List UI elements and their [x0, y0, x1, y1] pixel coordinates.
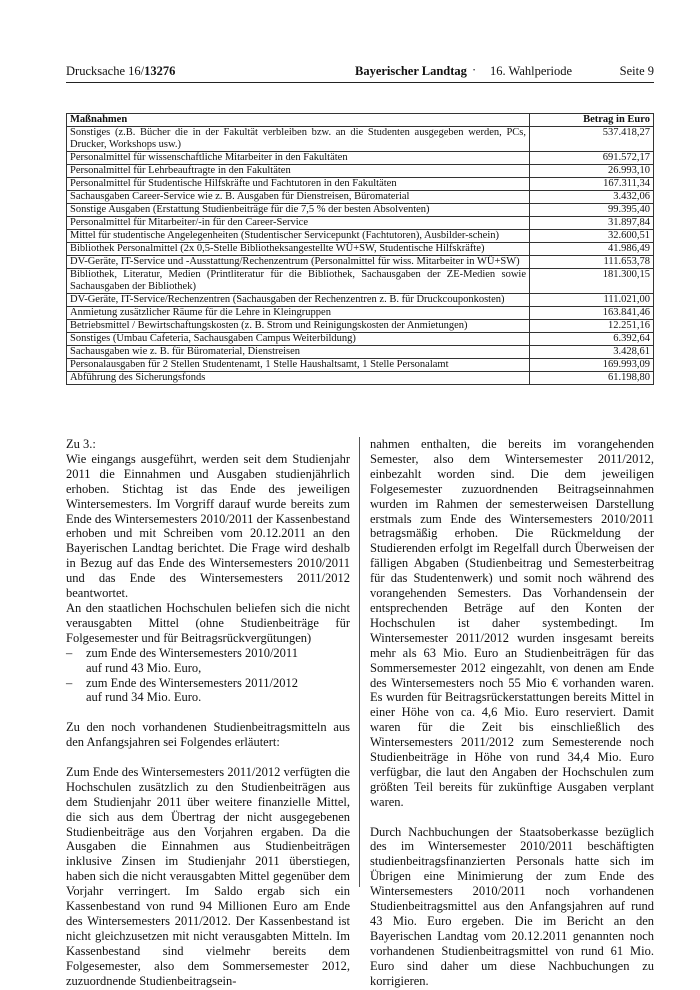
- amount-cell: 111.021,00: [530, 294, 654, 307]
- header-separator: ·: [472, 63, 477, 77]
- amount-cell: 6.392,64: [530, 333, 654, 346]
- amount-cell: 26.993,10: [530, 165, 654, 178]
- amount-cell: 99.395,40: [530, 204, 654, 217]
- list-dash: –: [66, 645, 73, 660]
- table-row: [67, 333, 654, 346]
- table-row: [67, 294, 654, 307]
- amount-cell: 111.653,78: [530, 256, 654, 269]
- amount-cell: 163.841,46: [530, 307, 654, 320]
- measure-cell: Personalausgaben für 2 Stellen Studentenamt, 1 Stelle Haushaltsamt, 1 Stelle Personalamt: [67, 359, 530, 372]
- table-row: [67, 346, 654, 359]
- table-row: [67, 191, 654, 204]
- paragraph: An den staatlichen Hochschulen beliefen sich die nicht verausgabten Mittel (ohne Studienbeiträge für Folgesemester und für Beitragsrückvergütungen): [66, 600, 350, 645]
- list-dash: –: [66, 675, 73, 690]
- drucksache-number: 13276: [144, 64, 176, 78]
- table-row: [67, 165, 654, 178]
- column-divider: [359, 437, 360, 887]
- parliament-title-text: Bayerischer Landtag: [355, 64, 467, 78]
- measure-cell: Sonstiges (z.B. Bücher die in der Fakultät verbleiben bzw. an die Studenten ausgegeben werden, PCs, Drucker, Workshops usw.): [67, 127, 530, 152]
- amount-cell: 61.198,80: [530, 372, 654, 385]
- column-header-measures: Maßnahmen: [67, 114, 530, 127]
- measure-cell: Personalmittel für Mitarbeiter/-in für den Career-Service: [67, 217, 530, 230]
- amount-cell: 3.428,61: [530, 346, 654, 359]
- measure-cell: Mittel für studentische Angelegenheiten (Studentischer Servicepunkt (Fachtutoren), Ausbilder-schein): [67, 230, 530, 243]
- drucksache-label: [66, 64, 175, 79]
- table-row: [67, 256, 654, 269]
- table-row: [67, 320, 654, 333]
- measure-cell: DV-Geräte, IT-Service und -Ausstattung/Rechenzentrum (Personalmittel für wiss. Mitarbeiter in WÜ+SW): [67, 256, 530, 269]
- measure-cell: Abführung des Sicherungsfonds: [67, 372, 530, 385]
- wahlperiode: 16. Wahlperiode: [490, 64, 573, 78]
- table-row: [67, 127, 654, 152]
- table-header-row: [67, 114, 654, 127]
- table-row: [67, 152, 654, 165]
- right-column: [370, 437, 654, 989]
- page-number: Seite 9: [619, 64, 654, 78]
- amount-cell: 32.600,51: [530, 230, 654, 243]
- page-header: [66, 64, 654, 83]
- amount-cell: 167.311,34: [530, 178, 654, 191]
- measure-cell: Personalmittel für Studentische Hilfskräfte und Fachtutoren in den Fakultäten: [67, 178, 530, 191]
- table-row: [67, 243, 654, 256]
- table-row: [67, 307, 654, 320]
- amount-cell: 3.432,06: [530, 191, 654, 204]
- paragraph: nahmen enthalten, die bereits im vorangehenden Semester, also dem Wintersemester 2011/2012, einbezahlt worden sind. Die dem jeweiligen Folgesemester zuzuordnenden Beitragseinnahmen wurden im Rahmen der semesterweisen Darstellung erstmals zum Ende des Wintersemesters 2010/2011 betragsmäßig erhoben. Die Rückmeldung der Studierenden erfolgt im Regelfall durch Überweisen der fälligen Abgaben (Studienbeitrag und Semesterbeitrag für das Studentenwerk) und somit noch während des vorangehenden Semesters. Das Vorhandensein der entsprechenden Beträge auf den Konten der Hochschulen ist daher systembedingt. Im Wintersemester 2011/2012 wurden insgesamt bereits mehr als 63 Mio. Euro an Studienbeiträgen für das Sommersemester 2012 eingezahlt, von denen am Ende des Wintersemesters noch 55 Mio € vorhanden waren. Es wurden für Beitragsrückerstattungen bereits Mittel in einer Höhe von ca. 4,6 Mio. Euro reserviert. Damit waren für die Zeit bis einschließlich des Wintersemesters 2011/2012 zum Semesterende noch Studienbeiträge in Höhe von rund 34,4 Mio. Euro verfügbar, die laut den Angaben der Hochschulen zum größten Teil bereits für zukünftige Ausgaben verplant waren.: [370, 437, 654, 809]
- measure-cell: Personalmittel für Lehrbeauftragte in den Fakultäten: [67, 165, 530, 178]
- amount-cell: 41.986,49: [530, 243, 654, 256]
- list-item: [66, 676, 350, 706]
- table-row: [67, 230, 654, 243]
- left-column: [66, 437, 350, 989]
- paragraph: Wie eingangs ausgeführt, werden seit dem Studienjahr 2011 die Einnahmen und Ausgaben studienjährlich erhoben. Stichtag ist das Ende des jeweiligen Wintersemesters. Im Vorgriff darauf wurde bereits zum Ende des Wintersemesters 2010/2011 der Kassenbestand erhoben und mit Schreiben vom 20.12.2011 an den Bayerischen Landtag berichtet. Die Frage wird deshalb in Bezug auf das Ende des Wintersemesters 2010/2011 und das Ende des Wintersemesters 2011/2012 beantwortet.: [66, 451, 350, 601]
- list-item-line: auf rund 34 Mio. Euro.: [86, 690, 202, 705]
- measure-cell: Sonstige Ausgaben (Erstattung Studienbeiträge für die 7,5 % der besten Absolventen): [67, 204, 530, 217]
- measure-cell: Sachausgaben wie z. B. für Büromaterial, Dienstreisen: [67, 346, 530, 359]
- table-row: [67, 204, 654, 217]
- measure-cell: Anmietung zusätzlicher Räume für die Lehre in Kleingruppen: [67, 307, 530, 320]
- amount-cell: 169.993,09: [530, 359, 654, 372]
- drucksache-prefix: Drucksache 16/: [66, 64, 145, 78]
- list-item-line: zum Ende des Wintersemesters 2010/2011: [86, 645, 298, 660]
- amount-cell: 12.251,16: [530, 320, 654, 333]
- parliament-title: [355, 64, 467, 79]
- amount-cell: 31.897,84: [530, 217, 654, 230]
- measure-cell: Bibliothek, Literatur, Medien (Printliteratur für die Bibliothek, Sachausgaben der ZE-Medien sowie Sachausgaben der Bibliothek): [67, 269, 530, 294]
- paragraph: Durch Nachbuchungen der Staatsoberkasse bezüglich des im Wintersemester 2010/2011 beschäftigten studienbeitragsfinanzierten Personals hatte sich im Übrigen eine Minimierung der zum Ende des Wintersemesters 2010/2011 noch vorhandenen Studienbeitragsmittel aus den Anfangsjahren auf rund 43 Mio. Euro ergeben. Die im Bericht an den Bayerischen Landtag vom 20.12.2011 genannten noch vorhandenen Studienbeitragsmittel von rund 61 Mio. Euro sind daher um diese Nachbuchungen zu korrigieren.: [370, 824, 654, 988]
- table-row: [67, 217, 654, 230]
- section-heading: Zu 3.:: [66, 437, 96, 451]
- measure-cell: Personalmittel für wissenschaftliche Mitarbeiter in den Fakultäten: [67, 152, 530, 165]
- measure-cell: DV-Geräte, IT-Service/Rechenzentren (Sachausgaben der Rechenzentren z. B. für Druckcouponkosten): [67, 294, 530, 307]
- column-header-amount: Betrag in Euro: [530, 114, 654, 127]
- table-body: [67, 127, 654, 385]
- list-item: [66, 646, 350, 676]
- measure-cell: Sonstiges (Umbau Cafeteria, Sachausgaben Campus Weiterbildung): [67, 333, 530, 346]
- measure-cell: Sachausgaben Career-Service wie z. B. Ausgaben für Dienstreisen, Büromaterial: [67, 191, 530, 204]
- measure-cell: Betriebsmittel / Bewirtschaftungskosten (z. B. Strom und Reinigungskosten der Anmietungen): [67, 320, 530, 333]
- measure-cell: Bibliothek Personalmittel (2x 0,5-Stelle Bibliotheksangestellte WÜ+SW, Studentische Hilfskräfte): [67, 243, 530, 256]
- table-row: [67, 359, 654, 372]
- measures-table: [66, 113, 654, 385]
- amount-cell: 181.300,15: [530, 269, 654, 294]
- paragraph: Zu den noch vorhandenen Studienbeitragsmitteln aus den Anfangsjahren sei Folgendes erläutert:: [66, 720, 350, 750]
- amount-cell: 537.418,27: [530, 127, 654, 152]
- table-row: [67, 269, 654, 294]
- paragraph: Zum Ende des Wintersemesters 2011/2012 verfügten die Hochschulen zusätzlich zu den Studienbeiträgen aus dem Studienjahr 2011 über weitere finanzielle Mittel, die sich aus dem Übertrag der nicht ausgegebenen Studienbeiträge aus den Vorjahren ergaben. Da die Ausgaben die Einnahmen aus Studienbeiträgen inklusive Zinsen im Studienjahr 2011 überstiegen, haben sich die nicht verausgabten Mittel gegenüber dem Vorjahr verringert. Im Saldo ergab sich ein Kassenbestand von rund 94 Millionen Euro am Ende des Wintersemesters 2011/2012. Der Kassenbestand ist nicht gleichzusetzen mit nicht verausgabten Mitteln. Im Kassenbestand sind vielmehr bereits dem Folgesemester, also dem Sommersemester 2012, zuzuordnende Studienbeitragsein-: [66, 764, 350, 988]
- table-row: [67, 178, 654, 191]
- table-row: [67, 372, 654, 385]
- list-item-line: zum Ende des Wintersemesters 2011/2012: [86, 675, 298, 690]
- amount-cell: 691.572,17: [530, 152, 654, 165]
- list-item-line: auf rund 43 Mio. Euro,: [86, 660, 202, 675]
